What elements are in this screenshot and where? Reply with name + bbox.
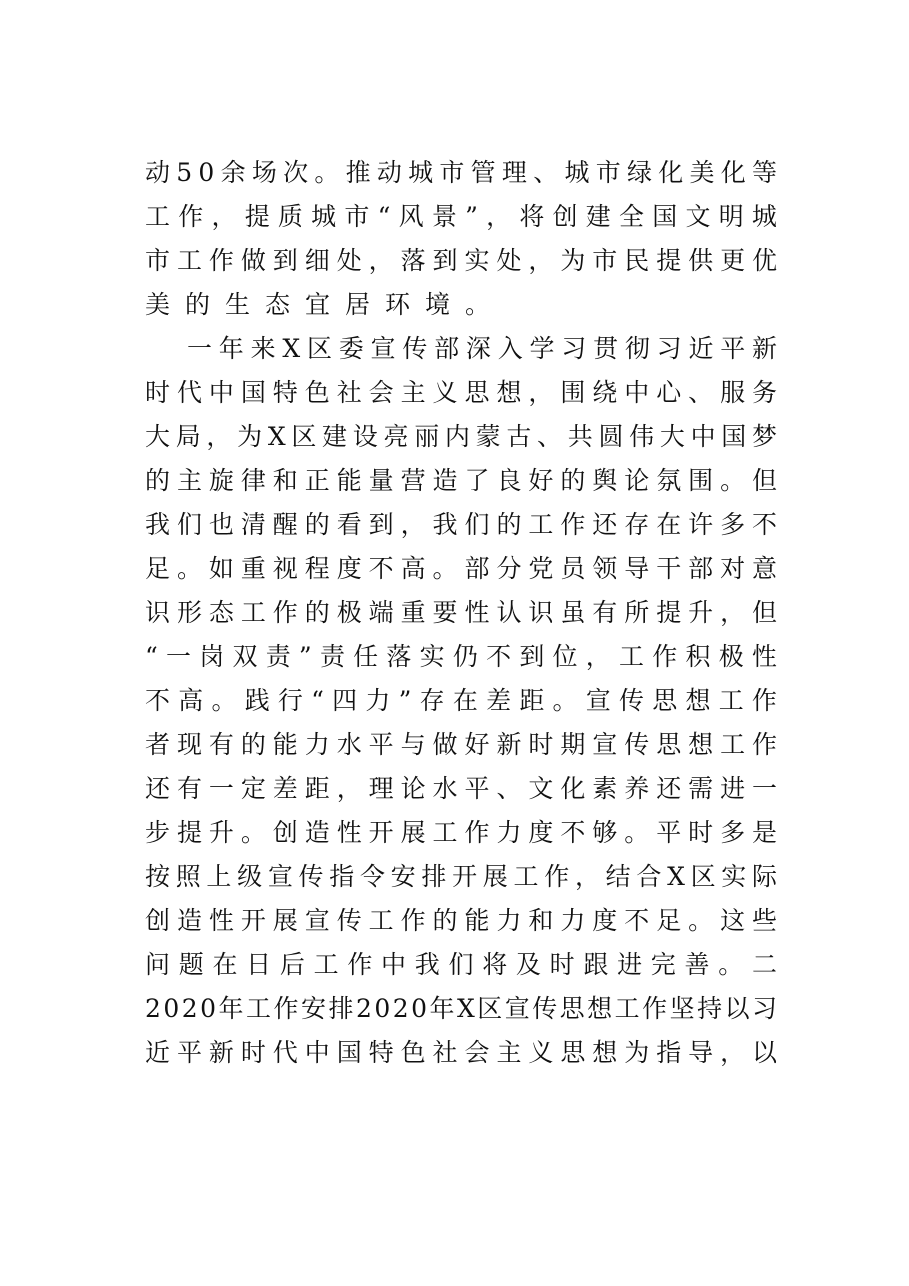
text-line: 2020年工作安排2020年X区宣传思想工作坚持以习 xyxy=(145,994,780,1023)
text-line: 市工作做到细处，落到实处，为市民提供更优 xyxy=(145,246,785,275)
text-line: 时代中国特色社会主义思想，围绕中心、服务 xyxy=(145,378,785,407)
text-line: 的主旋律和正能量营造了良好的舆论氛围。但 xyxy=(145,466,785,495)
text-line: 步提升。创造性开展工作力度不够。平时多是 xyxy=(145,818,785,847)
text-line: 识形态工作的极端重要性认识虽有所提升，但 xyxy=(145,598,785,627)
text-line: 我们也清醒的看到，我们的工作还存在许多不 xyxy=(145,510,785,539)
text-line: 创造性开展宣传工作的能力和力度不足。这些 xyxy=(145,906,785,935)
text-line: 者现有的能力水平与做好新时期宣传思想工作 xyxy=(145,730,785,759)
text-line: 动50余场次。推动城市管理、城市绿化美化等 xyxy=(145,158,784,187)
text-line: 工作，提质城市“风景”，将创建全国文明城 xyxy=(145,202,786,231)
text-line: 还有一定差距，理论水平、文化素养还需进一 xyxy=(145,774,785,803)
body-text xyxy=(145,151,786,1075)
text-line: 一年来X区委宣传部深入学习贯彻习近平新 xyxy=(187,334,784,363)
text-line: “一岗双责”责任落实仍不到位，工作积极性 xyxy=(145,642,786,671)
text-line: 问题在日后工作中我们将及时跟进完善。二 xyxy=(145,950,786,979)
text-line: 按照上级宣传指令安排开展工作，结合X区实际 xyxy=(145,862,783,891)
text-line: 不高。践行“四力”存在差距。宣传思想工作 xyxy=(145,686,786,715)
text-line: 近平新时代中国特色社会主义思想为指导，以 xyxy=(145,1038,785,1067)
text-line: 美的生态宜居环境。 xyxy=(145,290,506,319)
text-line: 大局，为X区建设亮丽内蒙古、共圆伟大中国梦 xyxy=(145,422,783,451)
text-line: 足。如重视程度不高。部分党员领导干部对意 xyxy=(145,554,785,583)
